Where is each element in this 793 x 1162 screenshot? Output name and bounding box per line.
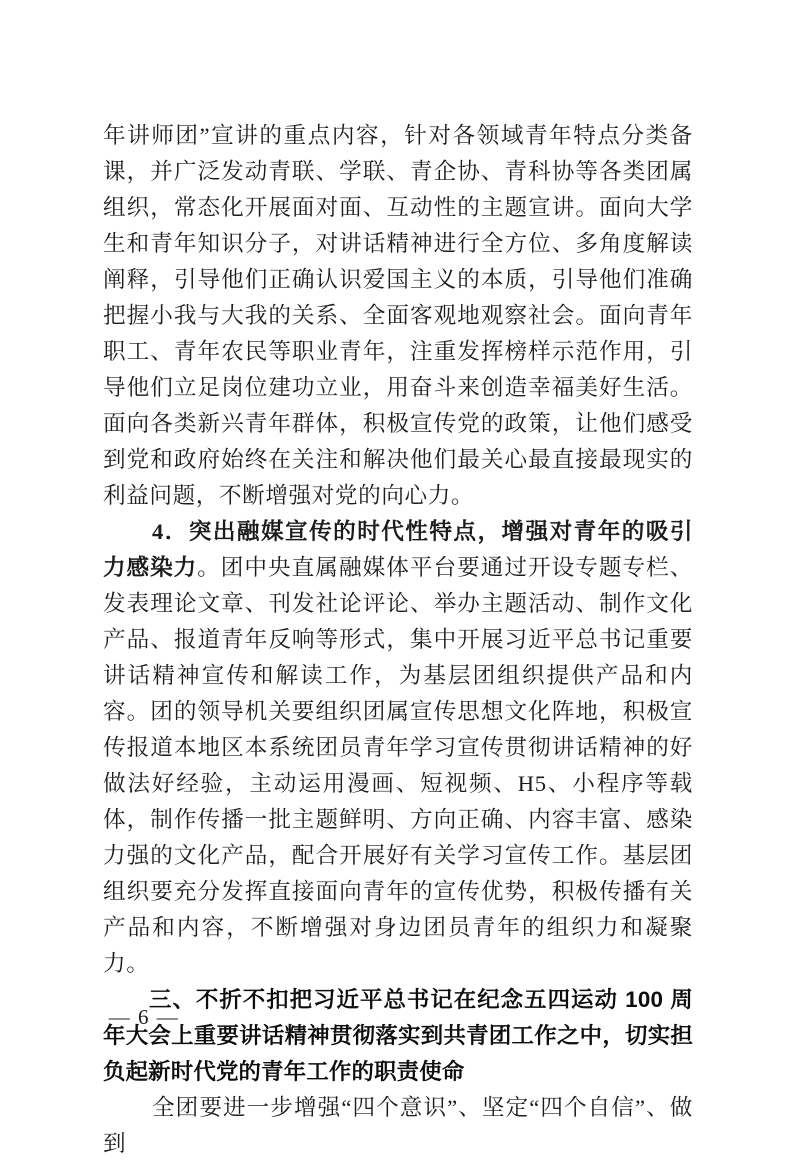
- paragraph-last: 全团要进一步增强“四个意识”、坚定“四个自信”、做到: [103, 1095, 693, 1156]
- paragraph-item-4-rest: 。团中央直属融媒体平台要通过开设专题专栏、发表理论文章、刊发社论评论、举办主题活动、制作文化产品、报道青年反响等形式，集中开展习近平总书记重要讲话精神宣传和解读工作，为基层团组织提供产品和内容。团的领导机关要组织团属宣传思想文化阵地，积极宣传报道本地区本系统团员青年学习宣传贯彻讲话精神的好做法好经验，主动运用漫画、短视频、H5、小程序等载体，制作传播一批主题鲜明、方向正确、内容丰富、感染力强的文化产品，配合开展好有关学习宣传工作。基层团组织要充分发挥直接面向青年的宣传优势，积极传播有关产品和内容，不断增强对身边团员青年的组织力和凝聚力。: [103, 555, 693, 976]
- paragraph-item-4: [103, 514, 693, 982]
- paragraph-item-4-lead: 4．突出融媒宣传的时代性特点，增强对青年的吸引力感染力: [103, 519, 693, 580]
- paragraph-continued: 年讲师团”宣讲的重点内容，针对各领域青年特点分类备课，并广泛发动青联、学联、青企协、青科协等各类团属组织，常态化开展面对面、互动性的主题宣讲。面向大学生和青年知识分子，对讲话精神进行全方位、多角度解读阐释，引导他们正确认识爱国主义的本质，引导他们准确把握小我与大我的关系、全面客观地观察社会。面向青年职工、青年农民等职业青年，注重发挥榜样示范作用，引导他们立足岗位建功立业，用奋斗来创造幸福美好生活。面向各类新兴青年群体，积极宣传党的政策，让他们感受到党和政府始终在关注和解决他们最关心最直接最现实的利益问题，不断增强对党的向心力。: [103, 123, 693, 508]
- section-heading-three: 三、不折不扣把习近平总书记在纪念五四运动 100 周年大会上重要讲话精神贯彻落实到共青团工作之中，切实担负起新时代党的青年工作的职责使命: [103, 987, 693, 1084]
- page-number: — 6 —: [108, 1005, 180, 1029]
